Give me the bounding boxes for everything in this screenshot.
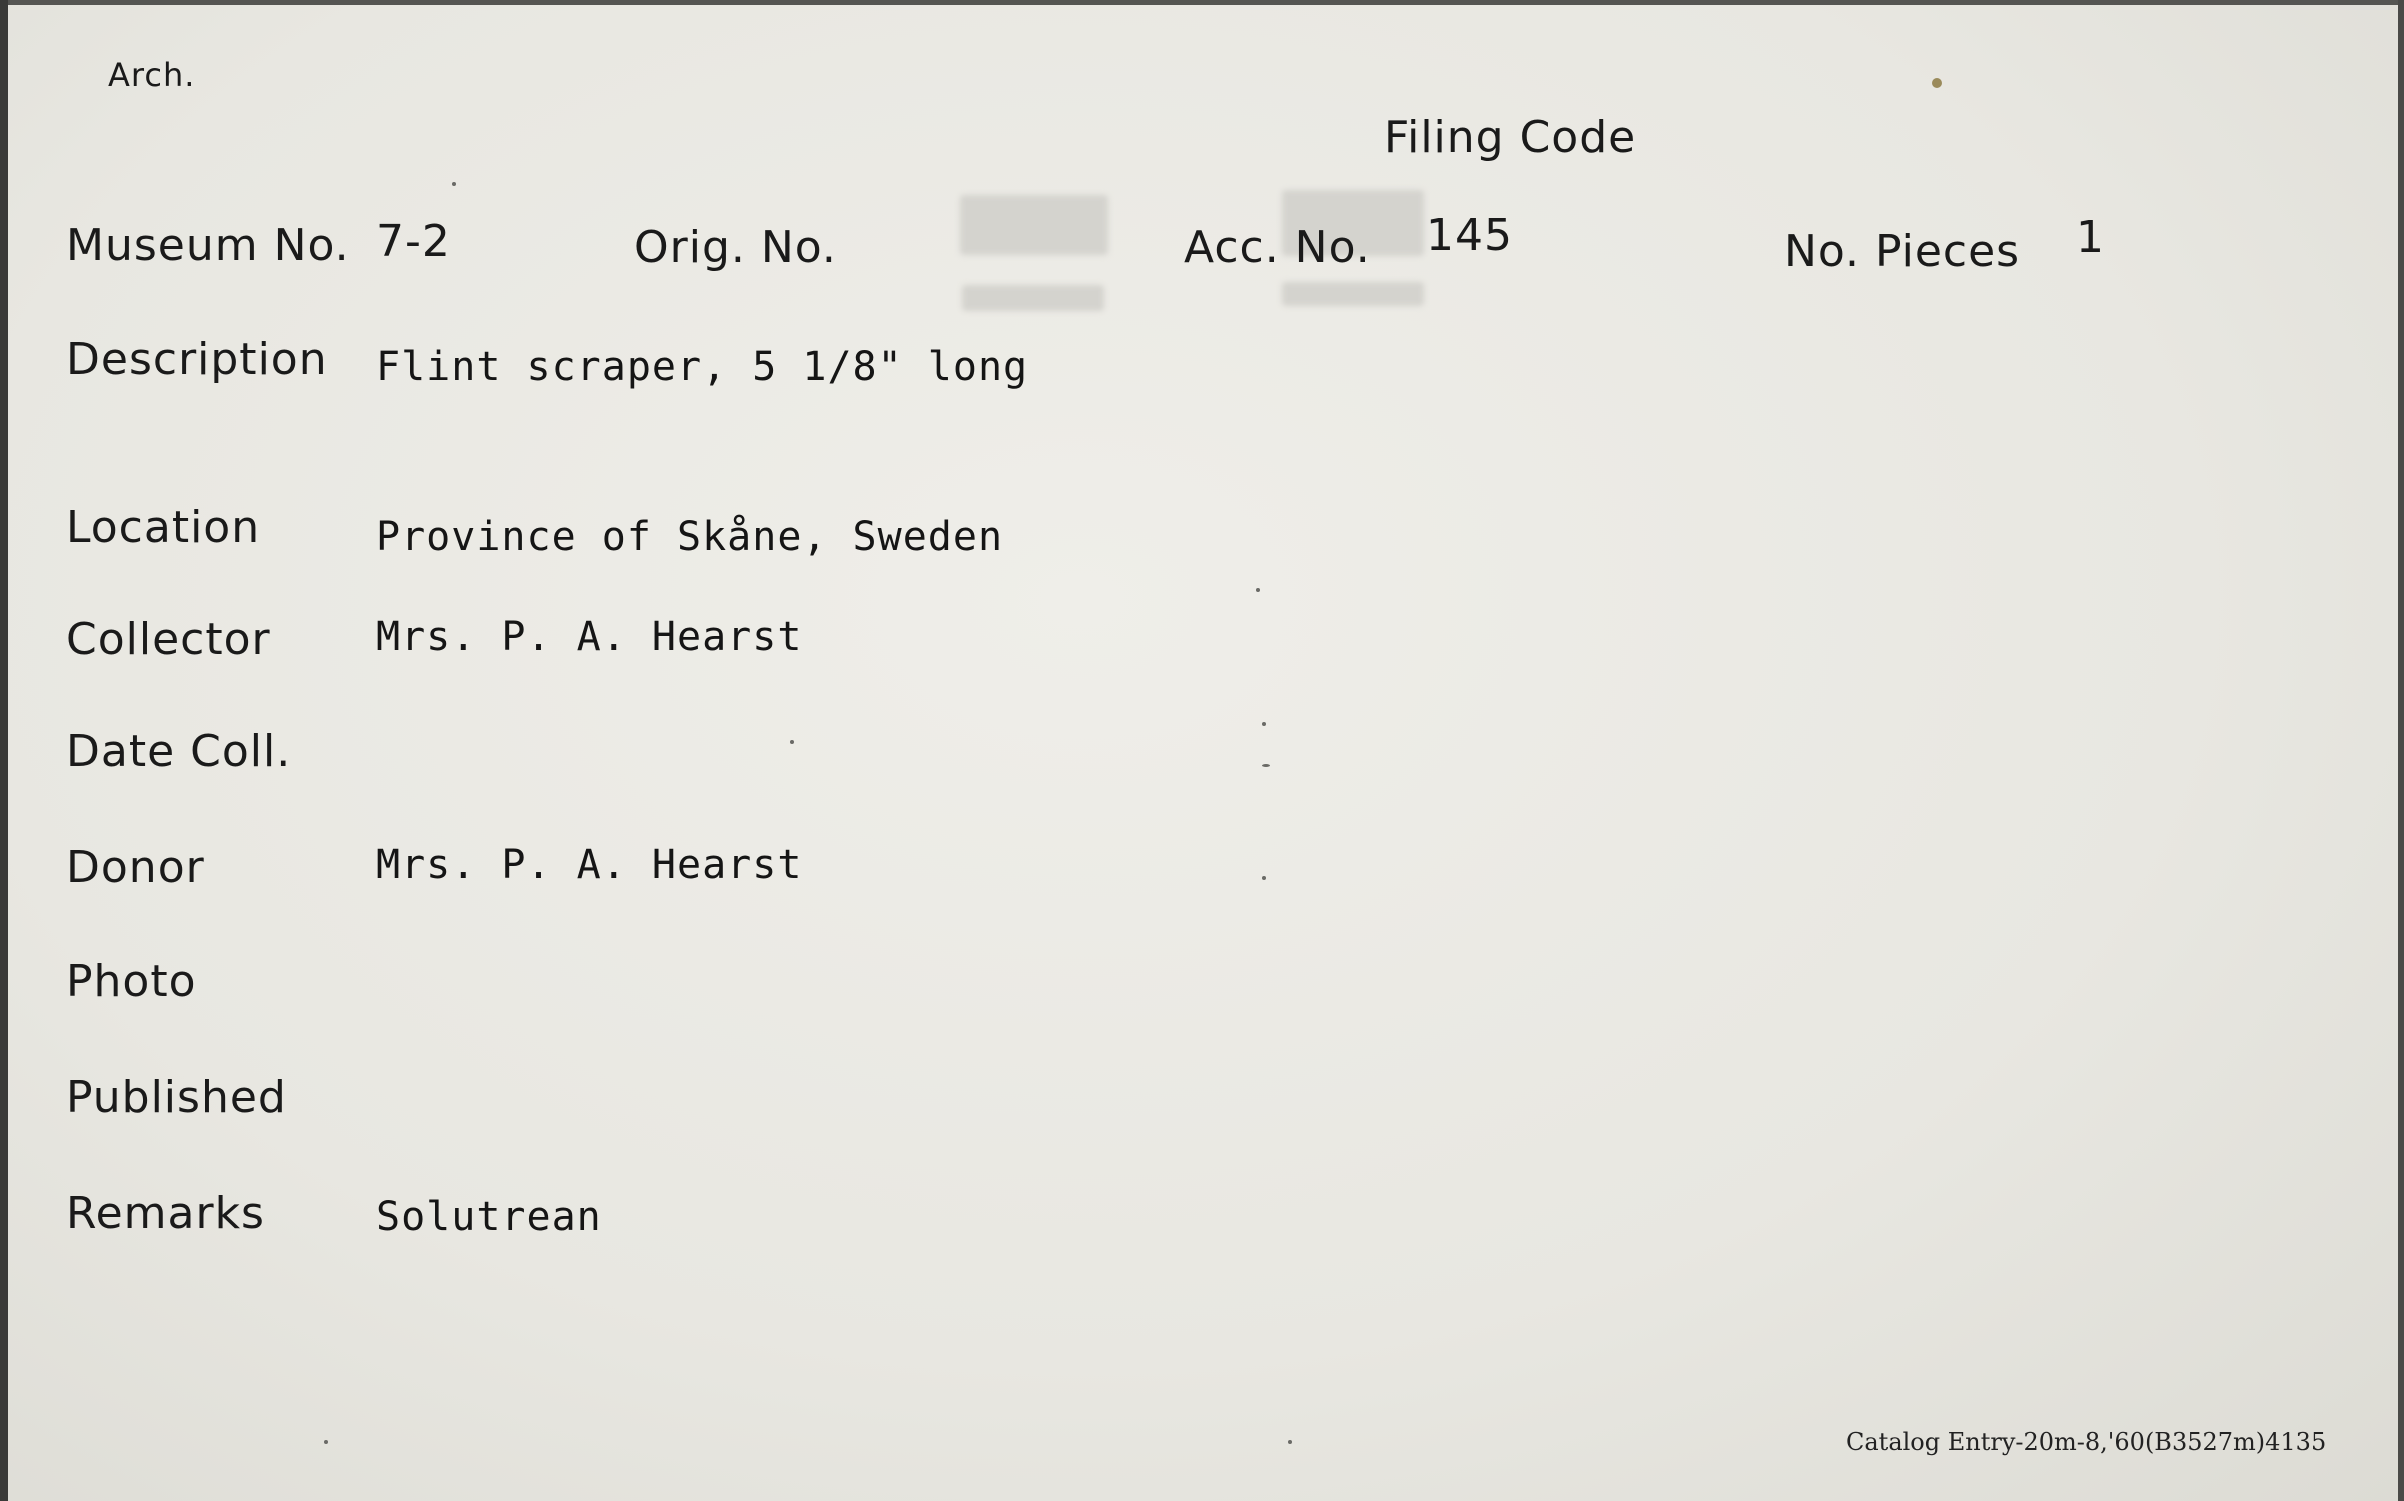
donor-value: Mrs. P. A. Hearst <box>376 842 803 888</box>
paper-speck <box>452 182 456 186</box>
paper-speck <box>1256 588 1260 592</box>
museum-no-label: Museum No. <box>66 220 350 271</box>
erased-smudge <box>1282 282 1424 306</box>
card-edge-left <box>0 0 8 1501</box>
erased-smudge <box>960 195 1108 255</box>
paper-speck <box>1932 78 1942 88</box>
remarks-label: Remarks <box>66 1188 265 1239</box>
collector-label: Collector <box>66 614 271 665</box>
paper-speck <box>324 1440 328 1444</box>
orig-no-label: Orig. No. <box>634 222 837 273</box>
acc-no-label: Acc. No. <box>1184 222 1371 273</box>
date-coll-label: Date Coll. <box>66 726 292 777</box>
department-label: Arch. <box>108 56 196 94</box>
erased-smudge <box>962 285 1104 311</box>
location-label: Location <box>66 502 261 553</box>
paper-speck <box>1262 876 1266 880</box>
description-label: Description <box>66 334 328 385</box>
card-edge-top <box>0 0 2404 5</box>
paper-speck <box>790 740 794 744</box>
location-value: Province of Skåne, Sweden <box>376 514 1004 560</box>
filing-code-label: Filing Code <box>1384 112 1637 163</box>
paper-speck <box>1262 764 1270 767</box>
acc-no-value: 145 <box>1426 210 1513 261</box>
card-edge-right <box>2398 0 2404 1501</box>
description-value: Flint scraper, 5 1/8" long <box>376 344 1029 390</box>
collector-value: Mrs. P. A. Hearst <box>376 614 803 660</box>
no-pieces-label: No. Pieces <box>1784 226 2021 277</box>
published-label: Published <box>66 1072 287 1123</box>
paper-speck <box>1288 1440 1292 1444</box>
catalog-imprint: Catalog Entry-20m-8,'60(B3527m)4135 <box>1846 1428 2327 1456</box>
photo-label: Photo <box>66 956 197 1007</box>
museum-no-value: 7-2 <box>376 216 451 267</box>
remarks-value: Solutrean <box>376 1194 602 1240</box>
donor-label: Donor <box>66 842 205 893</box>
paper-speck <box>1262 722 1266 726</box>
no-pieces-value: 1 <box>2076 212 2105 263</box>
